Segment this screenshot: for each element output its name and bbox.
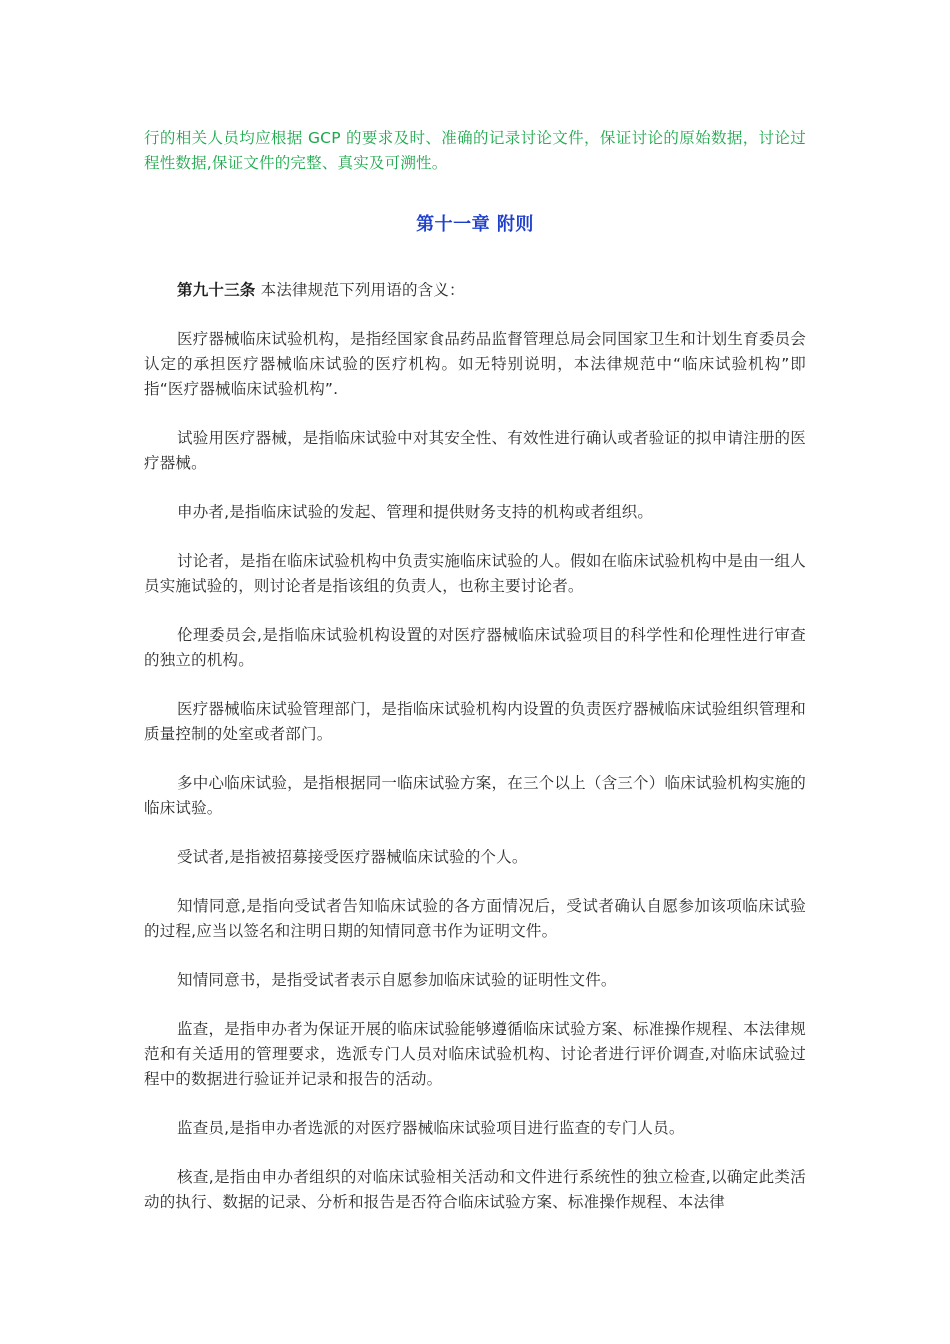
spacer — [144, 176, 806, 212]
spacer — [144, 944, 806, 968]
spacer — [144, 1141, 806, 1165]
article-number: 第九十三条 — [177, 281, 256, 299]
intro-paragraph: 行的相关人员均应根据 GCP 的要求及时、准确的记录讨论文件，保证讨论的原始数据，讨论过程性数据,保证文件的完整、真实及可溯性。 — [144, 129, 806, 172]
spacer — [144, 238, 806, 278]
definition-paragraph: 知情同意,是指向受试者告知临床试验的各方面情况后，受试者确认自愿参加该项临床试验的过程,应当以签名和注明日期的知情同意书作为证明文件。 — [144, 897, 806, 940]
spacer — [144, 673, 806, 697]
definition-paragraph: 医疗器械临床试验机构，是指经国家食品药品监督管理总局会同国家卫生和计划生育委员会认定的承担医疗器械临床试验的医疗机构。如无特别说明，本法律规范中“临床试验机构”即指“医疗器械临床试验机构”. — [144, 330, 806, 398]
article-text: 本法律规范下列用语的含义： — [255, 281, 465, 299]
chapter-title: 第十一章 附则 — [416, 214, 534, 235]
definition-paragraph: 核查,是指由申办者组织的对临床试验相关活动和文件进行系统性的独立检查,以确定此类活动的执行、数据的记录、分析和报告是否符合临床试验方案、标准操作规程、本法律 — [144, 1168, 806, 1211]
spacer — [144, 1092, 806, 1116]
definition-paragraph: 申办者,是指临床试验的发起、管理和提供财务支持的机构或者组织。 — [177, 503, 654, 521]
definition-paragraph: 讨论者，是指在临床试验机构中负责实施临床试验的人。假如在临床试验机构中是由一组人员实施试验的，则讨论者是指该组的负责人，也称主要讨论者。 — [144, 552, 806, 595]
spacer — [144, 303, 806, 327]
definition-paragraph: 多中心临床试验，是指根据同一临床试验方案，在三个以上（含三个）临床试验机构实施的临床试验。 — [144, 774, 806, 817]
definition-paragraph: 知情同意书，是指受试者表示自愿参加临床试验的证明性文件。 — [177, 971, 617, 989]
spacer — [144, 993, 806, 1017]
definition-paragraph: 监查，是指申办者为保证开展的临床试验能够遵循临床试验方案、标准操作规程、本法律规范和有关适用的管理要求，选派专门人员对临床试验机构、讨论者进行评价调查,对临床试验过程中的数据进行验证并记录和报告的活动。 — [144, 1020, 806, 1088]
spacer — [144, 402, 806, 426]
definition-paragraph: 伦理委员会,是指临床试验机构设置的对医疗器械临床试验项目的科学性和伦理性进行审查的独立的机构。 — [144, 626, 806, 669]
spacer — [144, 476, 806, 500]
spacer — [144, 599, 806, 623]
definition-paragraph: 监查员,是指申办者选派的对医疗器械临床试验项目进行监查的专门人员。 — [177, 1119, 685, 1137]
article-paragraph — [144, 278, 806, 303]
definition-paragraph: 医疗器械临床试验管理部门，是指临床试验机构内设置的负责医疗器械临床试验组织管理和质量控制的处室或者部门。 — [144, 700, 806, 743]
spacer — [144, 525, 806, 549]
spacer — [144, 747, 806, 771]
spacer — [144, 870, 806, 894]
document-body — [144, 126, 806, 1215]
definition-paragraph: 试验用医疗器械，是指临床试验中对其安全性、有效性进行确认或者验证的拟申请注册的医疗器械。 — [144, 429, 806, 472]
spacer — [144, 821, 806, 845]
definition-paragraph: 受试者,是指被招募接受医疗器械临床试验的个人。 — [177, 848, 528, 866]
